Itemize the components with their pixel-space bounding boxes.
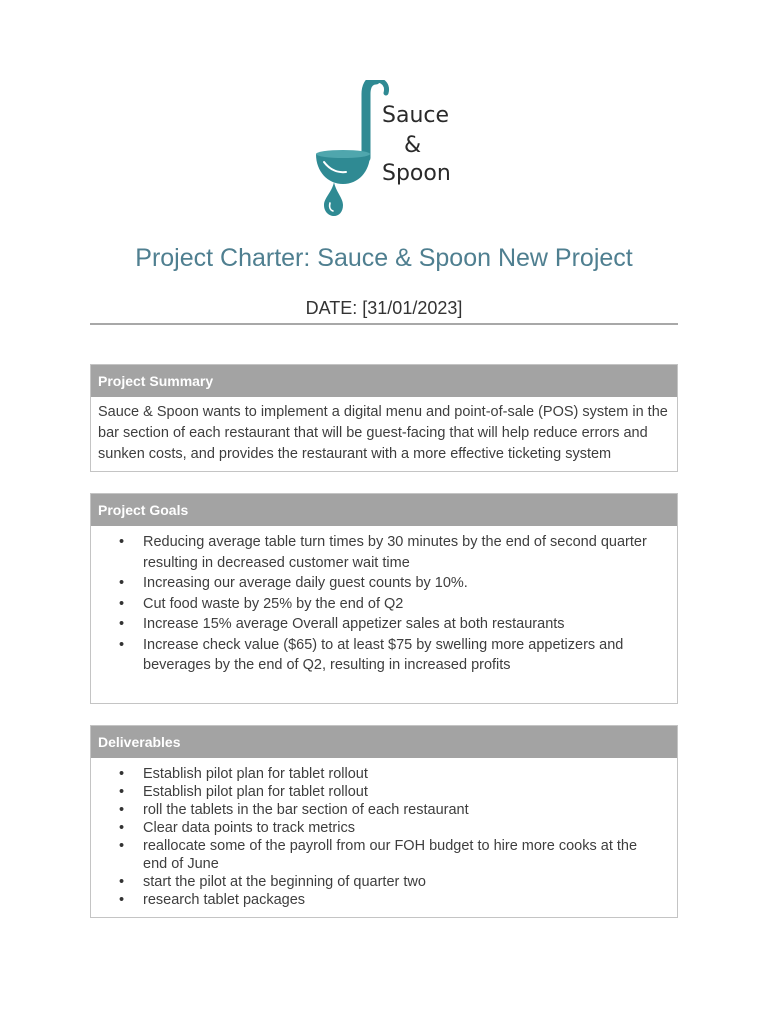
project-summary-header: Project Summary bbox=[91, 365, 677, 397]
title-divider bbox=[90, 323, 678, 325]
project-summary-section bbox=[90, 364, 678, 472]
logo-text-ampersand: & bbox=[404, 133, 422, 158]
goal-item: • Increase 15% average Overall appetizer sales at both restaurants bbox=[91, 614, 677, 635]
goals-list bbox=[91, 526, 677, 676]
project-goals-section bbox=[90, 493, 678, 704]
goal-item: • Reducing average table turn times by 30 minutes by the end of second quarter resulting in decreased customer wait time bbox=[91, 532, 677, 573]
logo-text-sauce: Sauce bbox=[382, 103, 450, 128]
goal-item: • Increase check value ($65) to at least $75 by swelling more appetizers and beverages by the end of Q2, resulting in increased profits bbox=[91, 635, 677, 676]
goal-item: • Cut food waste by 25% by the end of Q2 bbox=[91, 594, 677, 615]
deliverables-list bbox=[91, 758, 677, 909]
page-title: Project Charter: Sauce & Spoon New Project bbox=[135, 244, 633, 272]
sauce-and-spoon-logo bbox=[312, 80, 462, 220]
logo-text-spoon: Spoon bbox=[382, 161, 451, 186]
project-goals-header: Project Goals bbox=[91, 494, 677, 526]
goal-item: • Increasing our average daily guest counts by 10%. bbox=[91, 573, 677, 594]
deliverable-item: • research tablet packages bbox=[91, 891, 677, 909]
deliverable-item: • roll the tablets in the bar section of each restaurant bbox=[91, 801, 677, 819]
deliverables-header: Deliverables bbox=[91, 726, 677, 758]
project-summary-text: Sauce & Spoon wants to implement a digital menu and point-of-sale (POS) system in the bar section of each restaurant that will be guest-facing that will help reduce errors and sunken costs, and provides the restaurant with a more effective ticketing system bbox=[98, 404, 668, 462]
deliverable-item: • Establish pilot plan for tablet rollout bbox=[91, 765, 677, 783]
deliverable-item: • reallocate some of the payroll from our FOH budget to hire more cooks at the end of June bbox=[91, 837, 677, 873]
deliverables-section bbox=[90, 725, 678, 918]
deliverable-item: • Clear data points to track metrics bbox=[91, 819, 677, 837]
deliverable-item: • Establish pilot plan for tablet rollout bbox=[91, 783, 677, 801]
deliverable-item: • start the pilot at the beginning of quarter two bbox=[91, 873, 677, 891]
ladle-icon bbox=[312, 80, 462, 220]
charter-date: DATE: [31/01/2023] bbox=[305, 298, 463, 318]
